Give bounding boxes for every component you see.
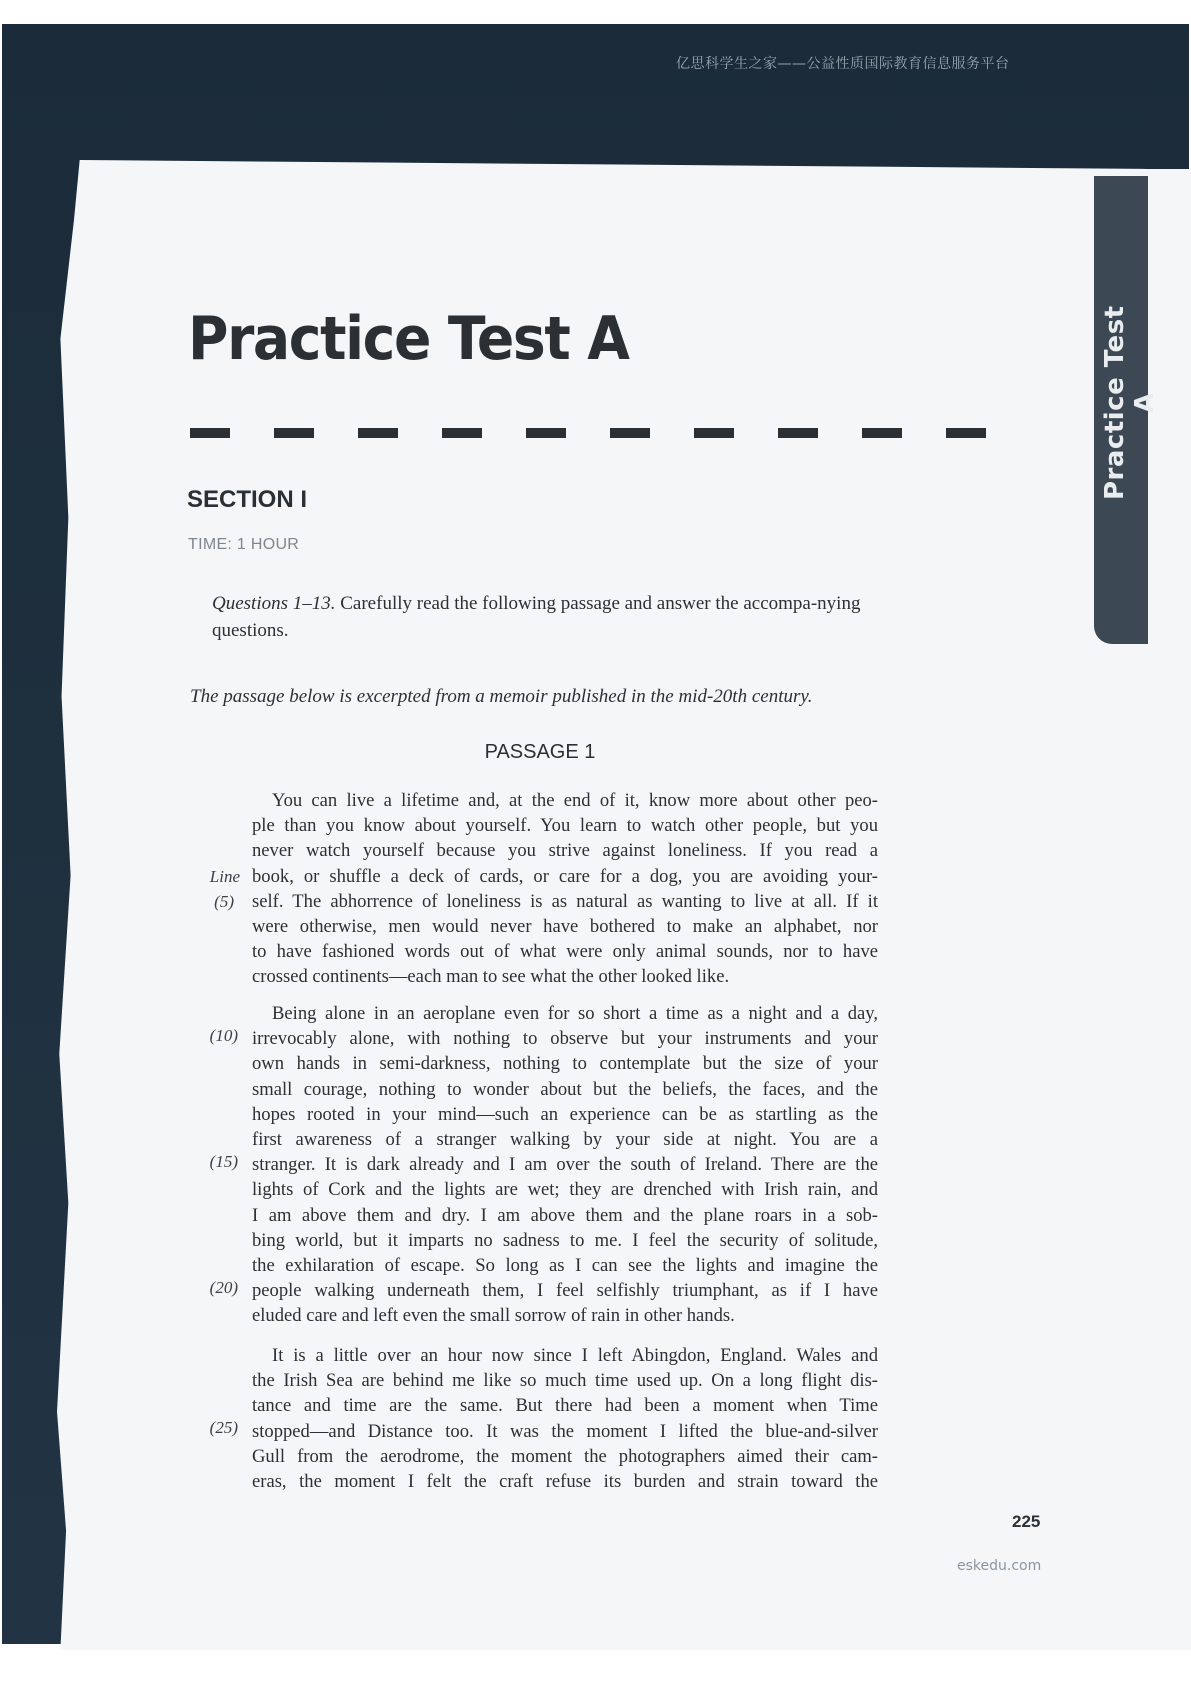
passage-line: I am above them and dry. I am above them and the plane roars in a sob- <box>252 1204 878 1226</box>
time-limit-label: TIME: 1 HOUR <box>188 536 300 553</box>
passage-intro-note: The passage below is excerpted from a memoir published in the mid-20th century. <box>190 686 813 707</box>
passage-line: book, or shuffle a deck of cards, or care for a dog, you are avoiding your- <box>252 865 878 887</box>
header-watermark: 亿思科学生之家——公益性质国际教育信息服务平台 <box>676 56 1010 72</box>
passage-line: Being alone in an aeroplane even for so short a time as a night and a day, <box>272 1003 878 1024</box>
section-heading: SECTION I <box>187 486 308 513</box>
line-number-5: (5) <box>214 892 234 911</box>
passage-line: small courage, nothing to wonder about but the beliefs, the faces, and the <box>252 1078 878 1100</box>
line-number-25: (25) <box>209 1418 238 1437</box>
passage-line: You can live a lifetime and, at the end of it, know more about other peo- <box>272 790 878 811</box>
passage-line: eluded care and left even the small sorrow of rain in other hands. <box>252 1305 735 1327</box>
passage-line: own hands in semi-darkness, nothing to contemplate but the size of your <box>252 1053 878 1075</box>
passage-line: ple than you know about yourself. You learn to watch other people, but you <box>252 815 878 837</box>
passage-line: eras, the moment I felt the craft refuse its burden and strain toward the <box>252 1471 878 1493</box>
passage-paragraph-3 <box>252 1343 878 1494</box>
passage-line: stranger. It is dark already and I am over the south of Ireland. There are the <box>252 1154 878 1176</box>
passage-line: bing world, but it imparts no sadness to me. I feel the security of solitude, <box>252 1229 878 1251</box>
passage-line: hopes rooted in your mind—such an experience can be as startling as the <box>252 1103 878 1125</box>
instructions-text: Carefully read the following passage and answer the accompa-nying questions. <box>212 593 861 641</box>
page-title: Practice Test A <box>188 304 629 374</box>
dashed-divider <box>190 428 1020 438</box>
line-number-10: (10) <box>209 1026 238 1045</box>
passage-line: never watch yourself because you strive against loneliness. If you read a <box>252 840 878 862</box>
passage-line: Gull from the aerodrome, the moment the photographers aimed their cam- <box>252 1445 878 1467</box>
passage-paragraph-1 <box>252 788 878 990</box>
passage-line: to have fashioned words out of what were only animal sounds, nor to have <box>252 941 878 963</box>
line-number-15: (15) <box>209 1152 238 1171</box>
passage-line: crossed continents—each man to see what the other looked like. <box>252 966 730 988</box>
passage-line: self. The abhorrence of loneliness is as natural as wanting to live at all. If it <box>252 890 878 912</box>
passage-line: lights of Cork and the lights are wet; they are drenched with Irish rain, and <box>252 1179 878 1201</box>
passage-line: first awareness of a stranger walking by your side at night. You are a <box>252 1129 878 1151</box>
passage-heading: PASSAGE 1 <box>484 741 596 763</box>
passage-line: stopped—and Distance too. It was the moment I lifted the blue-and-silver <box>252 1420 878 1442</box>
page-number: 225 <box>1012 1512 1041 1531</box>
passage-line: the Irish Sea are behind me like so much time used up. On a long flight dis- <box>252 1370 878 1392</box>
passage-line: It is a little over an hour now since I left Abingdon, England. Wales and <box>272 1345 878 1366</box>
passage-line: irrevocably alone, with nothing to observe but your instruments and your <box>252 1028 878 1050</box>
passage-paragraph-2 <box>252 1001 878 1329</box>
side-tab-label: Practice Test A <box>1100 305 1160 501</box>
instructions <box>212 590 862 644</box>
passage-line: people walking underneath them, I feel selfishly triumphant, as if I have <box>252 1280 878 1302</box>
passage-line: the exhilaration of escape. So long as I can see the lights and imagine the <box>252 1255 878 1277</box>
line-label: Line <box>209 867 240 886</box>
question-range: Questions 1–13. <box>212 593 336 614</box>
passage-line: were otherwise, men would never have bothered to make an alphabet, nor <box>252 916 878 938</box>
line-number-20: (20) <box>209 1278 238 1297</box>
footer-watermark: eskedu.com <box>957 1558 1042 1574</box>
passage-line: tance and time are the same. But there had been a moment when Time <box>252 1395 878 1417</box>
